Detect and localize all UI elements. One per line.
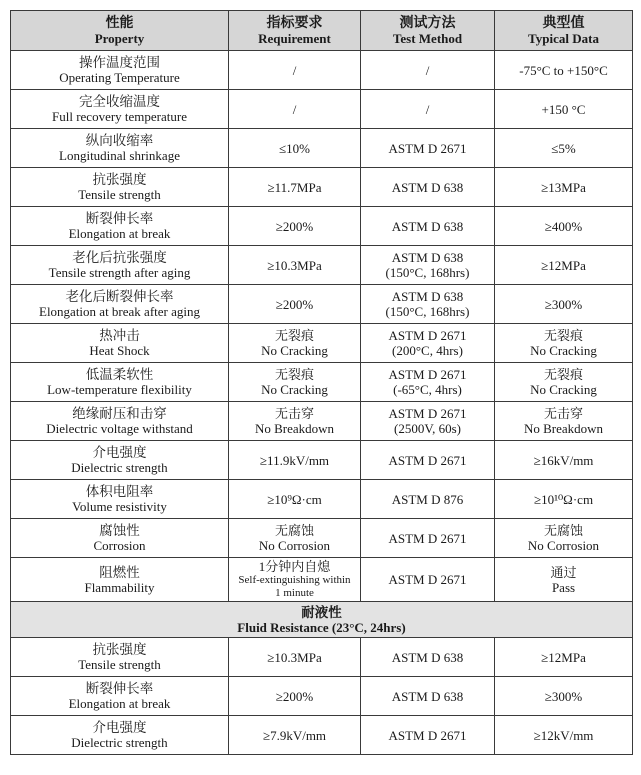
requirement-cell: [229, 480, 361, 519]
typical-value-cell: [495, 402, 633, 441]
test-method-cell: [361, 207, 495, 246]
fluid-section-en: Fluid Resistance (23°C, 24hrs): [237, 619, 406, 635]
requirement-line: ≥200%: [275, 296, 314, 312]
property-cell: [11, 480, 229, 519]
requirement-line: ≥7.9kV/mm: [262, 727, 327, 743]
property-cell: [11, 441, 229, 480]
property-zh: 抗张强度: [92, 172, 147, 188]
property-en: Dielectric strength: [71, 460, 168, 475]
property-en: Full recovery temperature: [52, 109, 187, 124]
property-en: Longitudinal shrinkage: [59, 148, 180, 163]
property-en: Low-temperature flexibility: [47, 382, 192, 397]
typical-value-line: ≥12kV/mm: [533, 727, 594, 743]
property-en: Corrosion: [93, 538, 146, 553]
header-typical-zh: 典型值: [542, 15, 585, 31]
test-method-line: /: [425, 101, 430, 117]
test-method-line: ASTM D 2671: [388, 727, 467, 743]
property-cell: [11, 207, 229, 246]
property-cell: [11, 90, 229, 129]
typical-value-cell: [495, 677, 633, 716]
requirement-line: No Corrosion: [258, 538, 331, 553]
header-property: [11, 11, 229, 51]
property-en: Operating Temperature: [59, 70, 180, 85]
requirement-cell: [229, 716, 361, 755]
test-method-line: ASTM D 638: [391, 289, 464, 304]
requirement-cell: [229, 51, 361, 90]
requirement-line: ≥11.7MPa: [267, 179, 322, 195]
typical-value-cell: [495, 519, 633, 558]
property-zh: 纵向收缩率: [85, 133, 154, 149]
test-method-cell: [361, 168, 495, 207]
property-en: Heat Shock: [89, 343, 150, 358]
requirement-line: Self-extinguishing within: [238, 574, 351, 586]
typical-value-line: 无裂痕: [543, 367, 583, 382]
test-method-line: /: [425, 62, 430, 78]
requirement-cell: [229, 558, 361, 602]
test-method-cell: [361, 558, 495, 602]
typical-value-cell: [495, 207, 633, 246]
test-method-line: ASTM D 2671: [388, 572, 467, 587]
test-method-cell: [361, 519, 495, 558]
test-method-line: ASTM D 638: [391, 688, 464, 704]
test-method-line: ASTM D 2671: [388, 452, 467, 468]
property-cell: [11, 716, 229, 755]
header-property-en: Property: [94, 31, 145, 46]
typical-value-line: ≥12MPa: [541, 257, 586, 273]
typical-value-line: No Breakdown: [523, 421, 604, 436]
spec-table: [10, 10, 633, 755]
requirement-line: /: [292, 101, 297, 117]
test-method-line: ASTM D 2671: [388, 140, 467, 156]
test-method-line: (150°C, 168hrs): [385, 304, 470, 319]
property-zh: 介电强度: [92, 720, 147, 736]
property-rows: [11, 51, 633, 602]
property-cell: [11, 519, 229, 558]
header-method-zh: 测试方法: [399, 15, 456, 31]
test-method-cell: [361, 402, 495, 441]
property-cell: [11, 51, 229, 90]
test-method-cell: [361, 441, 495, 480]
typical-value-line: ≥300%: [544, 688, 583, 704]
property-cell: [11, 402, 229, 441]
requirement-line: No Cracking: [261, 343, 328, 358]
requirement-line: ≥10⁹Ω·cm: [267, 491, 322, 507]
test-method-line: (150°C, 168hrs): [385, 265, 470, 280]
fluid-section-zh: 耐液性: [301, 604, 342, 621]
requirement-cell: [229, 207, 361, 246]
requirement-line: No Breakdown: [254, 421, 335, 436]
test-method-line: (-65°C, 4hrs): [393, 382, 462, 397]
typical-value-line: ≥13MPa: [541, 179, 586, 195]
table-row: [11, 129, 633, 168]
typical-value-line: +150 °C: [541, 101, 586, 117]
test-method-line: ASTM D 2671: [388, 367, 467, 382]
requirement-cell: [229, 129, 361, 168]
requirement-line: 无裂痕: [274, 367, 314, 382]
property-cell: [11, 363, 229, 402]
typical-value-line: No Cracking: [530, 343, 597, 358]
requirement-cell: [229, 519, 361, 558]
requirement-line: ≥11.9kV/mm: [259, 452, 330, 468]
typical-value-line: ≥12MPa: [541, 649, 586, 665]
table-row: [11, 519, 633, 558]
property-en: Volume resistivity: [72, 499, 167, 514]
property-zh: 老化后断裂伸长率: [65, 289, 174, 305]
property-cell: [11, 129, 229, 168]
typical-value-cell: [495, 441, 633, 480]
property-zh: 腐蚀性: [99, 523, 140, 539]
typical-value-cell: [495, 480, 633, 519]
table-row: [11, 402, 633, 441]
header-requirement-en: Requirement: [258, 31, 331, 46]
header-method: [361, 11, 495, 51]
typical-value-line: -75°C to +150°C: [519, 62, 608, 78]
typical-value-line: 无击穿: [543, 406, 583, 421]
table-row: [11, 285, 633, 324]
requirement-line: 1 minute: [275, 587, 314, 599]
typical-value-line: 通过: [550, 564, 577, 580]
fluid-section-header: [11, 602, 633, 638]
fluid-rows: [11, 638, 633, 755]
requirement-line: ≤10%: [279, 140, 310, 156]
property-cell: [11, 246, 229, 285]
test-method-cell: [361, 285, 495, 324]
typical-value-cell: [495, 285, 633, 324]
test-method-cell: [361, 677, 495, 716]
requirement-line: /: [292, 62, 297, 78]
table-row: [11, 168, 633, 207]
test-method-line: ASTM D 2671: [388, 530, 467, 546]
typical-value-cell: [495, 90, 633, 129]
typical-value-line: No Corrosion: [527, 538, 600, 553]
typical-value-cell: [495, 716, 633, 755]
requirement-cell: [229, 90, 361, 129]
typical-value-line: ≤5%: [551, 140, 576, 156]
header-typical: [495, 11, 633, 51]
requirement-cell: [229, 246, 361, 285]
property-en: Elongation at break: [68, 696, 171, 711]
typical-value-line: Pass: [551, 579, 576, 595]
requirement-cell: [229, 168, 361, 207]
typical-value-line: No Cracking: [530, 382, 597, 397]
table-row: [11, 638, 633, 677]
table-row: [11, 90, 633, 129]
table-row: [11, 246, 633, 285]
table-header: [11, 11, 633, 51]
property-zh: 体积电阻率: [85, 484, 154, 500]
test-method-line: ASTM D 2671: [388, 328, 467, 343]
typical-value-cell: [495, 129, 633, 168]
property-en: Flammability: [84, 579, 155, 595]
property-en: Elongation at break after aging: [39, 304, 200, 319]
header-typical-en: Typical Data: [528, 31, 599, 46]
requirement-line: ≥200%: [275, 688, 314, 704]
header-requirement-zh: 指标要求: [266, 15, 323, 31]
test-method-line: ASTM D 638: [391, 218, 464, 234]
header-property-zh: 性能: [105, 15, 134, 31]
typical-value-line: 无裂痕: [543, 328, 583, 343]
table-row: [11, 677, 633, 716]
property-zh: 低温柔软性: [85, 367, 154, 383]
test-method-cell: [361, 246, 495, 285]
property-zh: 操作温度范围: [79, 55, 160, 71]
table-row: [11, 363, 633, 402]
property-en: Dielectric voltage withstand: [46, 421, 193, 436]
test-method-cell: [361, 638, 495, 677]
property-cell: [11, 168, 229, 207]
header-requirement: [229, 11, 361, 51]
requirement-cell: [229, 638, 361, 677]
property-cell: [11, 677, 229, 716]
test-method-line: ASTM D 2671: [388, 406, 467, 421]
test-method-cell: [361, 90, 495, 129]
requirement-line: ≥10.3MPa: [267, 649, 322, 665]
property-zh: 介电强度: [92, 445, 147, 461]
property-zh: 断裂伸长率: [85, 211, 154, 227]
typical-value-cell: [495, 638, 633, 677]
test-method-line: ASTM D 876: [391, 491, 464, 507]
requirement-line: No Cracking: [261, 382, 328, 397]
typical-value-cell: [495, 363, 633, 402]
property-zh: 热冲击: [99, 328, 140, 344]
property-zh: 绝缘耐压和击穿: [72, 406, 167, 422]
header-method-en: Test Method: [392, 31, 463, 46]
fluid-section-cell: [11, 602, 633, 638]
table-row: [11, 441, 633, 480]
property-cell: [11, 324, 229, 363]
requirement-cell: [229, 402, 361, 441]
requirement-cell: [229, 677, 361, 716]
test-method-line: ASTM D 638: [391, 250, 464, 265]
property-en: Elongation at break: [68, 226, 171, 241]
property-cell: [11, 558, 229, 602]
requirement-line: 无裂痕: [274, 328, 314, 343]
property-cell: [11, 285, 229, 324]
typical-value-line: 无腐蚀: [543, 523, 583, 538]
typical-value-line: ≥300%: [544, 296, 583, 312]
property-en: Tensile strength after aging: [48, 265, 191, 280]
property-en: Tensile strength: [78, 187, 161, 202]
requirement-line: 1分钟内自熄: [258, 559, 331, 574]
test-method-cell: [361, 129, 495, 168]
requirement-line: 无腐蚀: [274, 523, 314, 538]
property-zh: 断裂伸长率: [85, 681, 154, 697]
table-row: [11, 716, 633, 755]
property-zh: 抗张强度: [92, 642, 147, 658]
typical-value-line: ≥400%: [544, 218, 583, 234]
table-row: [11, 51, 633, 90]
typical-value-cell: [495, 51, 633, 90]
typical-value-cell: [495, 246, 633, 285]
test-method-cell: [361, 51, 495, 90]
test-method-line: (2500V, 60s): [394, 421, 461, 436]
table-row: [11, 558, 633, 602]
typical-value-line: ≥16kV/mm: [533, 452, 594, 468]
property-cell: [11, 638, 229, 677]
property-en: Tensile strength: [78, 657, 161, 672]
table-row: [11, 207, 633, 246]
table-row: [11, 324, 633, 363]
table-row: [11, 480, 633, 519]
typical-value-line: ≥10¹⁰Ω·cm: [533, 491, 594, 507]
property-zh: 老化后抗张强度: [72, 250, 167, 266]
requirement-cell: [229, 324, 361, 363]
test-method-cell: [361, 363, 495, 402]
requirement-line: ≥10.3MPa: [267, 257, 322, 273]
typical-value-cell: [495, 168, 633, 207]
typical-value-cell: [495, 558, 633, 602]
requirement-line: 无击穿: [274, 406, 314, 421]
test-method-cell: [361, 716, 495, 755]
property-zh: 完全收缩温度: [79, 94, 160, 110]
requirement-line: ≥200%: [275, 218, 314, 234]
requirement-cell: [229, 441, 361, 480]
test-method-cell: [361, 324, 495, 363]
test-method-line: ASTM D 638: [391, 179, 464, 195]
property-en: Dielectric strength: [71, 735, 168, 750]
test-method-cell: [361, 480, 495, 519]
typical-value-cell: [495, 324, 633, 363]
test-method-line: ASTM D 638: [391, 649, 464, 665]
test-method-line: (200°C, 4hrs): [392, 343, 463, 358]
property-zh: 阻燃性: [99, 564, 140, 581]
requirement-cell: [229, 363, 361, 402]
requirement-cell: [229, 285, 361, 324]
